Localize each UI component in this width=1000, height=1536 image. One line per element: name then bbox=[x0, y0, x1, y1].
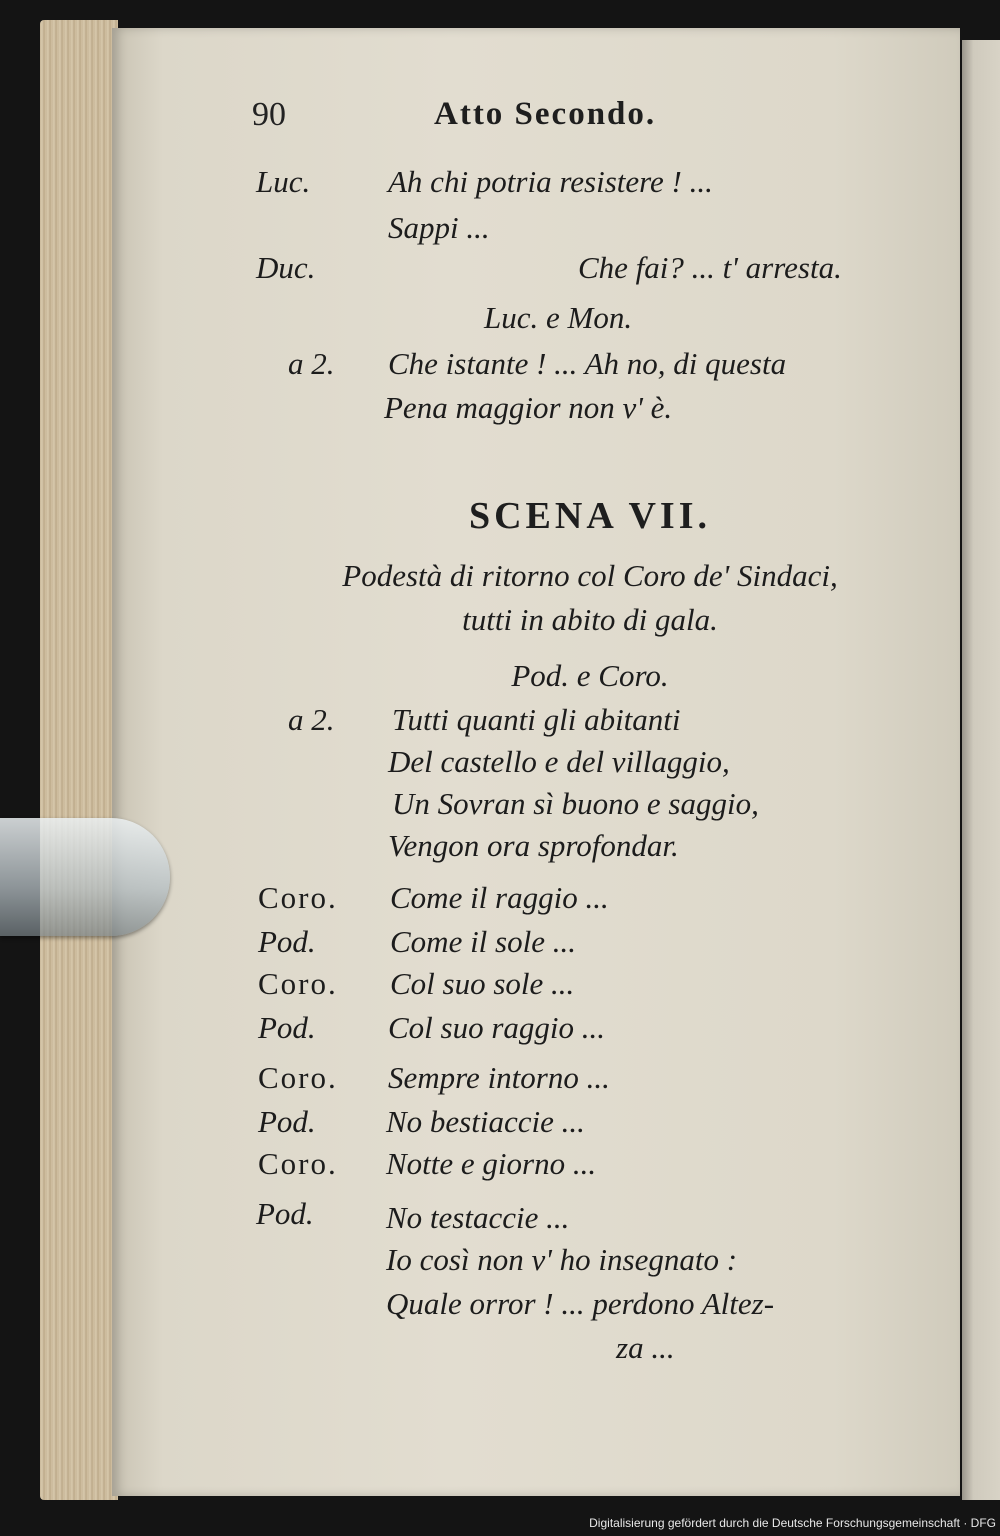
speaker-label: Coro. bbox=[258, 1060, 338, 1095]
speaker-label: Pod. bbox=[256, 1196, 314, 1231]
verse-line: Come il raggio ... bbox=[390, 880, 609, 915]
digitization-credit: Digitalisierung gefördert durch die Deutsche Forschungsgemeinschaft · DFG bbox=[589, 1516, 996, 1530]
verse-line: Pena maggior non v' è. bbox=[384, 390, 673, 425]
verse-line: Del castello e del villaggio, bbox=[388, 744, 730, 779]
verse-line: No testaccie ... bbox=[386, 1200, 570, 1235]
verse-line: Notte e giorno ... bbox=[386, 1146, 597, 1181]
speaker-label: Coro. bbox=[258, 880, 338, 915]
scene-title: SCENA VII. bbox=[468, 495, 712, 537]
verse-line: Che fai? ... t' arresta. bbox=[578, 250, 842, 285]
speaker-label: a 2. bbox=[288, 702, 335, 737]
verse-line: Col suo sole ... bbox=[390, 966, 575, 1001]
verse-line: Come il sole ... bbox=[390, 924, 576, 959]
stage-direction: Podestà di ritorno col Coro de' Sindaci, bbox=[342, 558, 838, 593]
page-header bbox=[252, 96, 952, 146]
verse-line: No bestiaccie ... bbox=[386, 1104, 585, 1139]
speaker-label: a 2. bbox=[288, 346, 335, 381]
verse-line: Ah chi potria resistere ! ... bbox=[388, 164, 713, 199]
verse-line: Tutti quanti gli abitanti bbox=[392, 702, 681, 737]
speaker-cue: Luc. e Mon. bbox=[484, 300, 633, 335]
speaker-label: Duc. bbox=[256, 250, 316, 285]
speaker-label: Pod. bbox=[258, 1010, 316, 1045]
verse-line: Io così non v' ho insegnato : bbox=[386, 1242, 738, 1277]
verse-line: Che istante ! ... Ah no, di questa bbox=[388, 346, 787, 381]
facing-page-edge bbox=[962, 40, 1000, 1500]
book-page-edges bbox=[40, 20, 118, 1500]
verse-line: Col suo raggio ... bbox=[388, 1010, 606, 1045]
running-title: Atto Secondo. bbox=[434, 96, 657, 132]
verse-line: Un Sovran sì buono e saggio, bbox=[392, 786, 759, 821]
stage-direction: tutti in abito di gala. bbox=[462, 602, 718, 637]
page-number: 90 bbox=[252, 96, 286, 133]
speaker-label: Pod. bbox=[258, 924, 316, 959]
speaker-label: Luc. bbox=[256, 164, 311, 199]
verse-line: Vengon ora sprofondar. bbox=[388, 828, 679, 863]
verse-line: Sappi ... bbox=[388, 210, 490, 245]
verse-line: za ... bbox=[616, 1330, 675, 1365]
verse-line: Quale orror ! ... perdono Altez- bbox=[386, 1286, 775, 1321]
verse-line: Sempre intorno ... bbox=[388, 1060, 610, 1095]
speaker-label: Pod. bbox=[258, 1104, 316, 1139]
speaker-cue: Pod. e Coro. bbox=[511, 658, 669, 693]
page-clip-tab bbox=[0, 818, 170, 936]
speaker-label: Coro. bbox=[258, 1146, 338, 1181]
speaker-label: Coro. bbox=[258, 966, 338, 1001]
